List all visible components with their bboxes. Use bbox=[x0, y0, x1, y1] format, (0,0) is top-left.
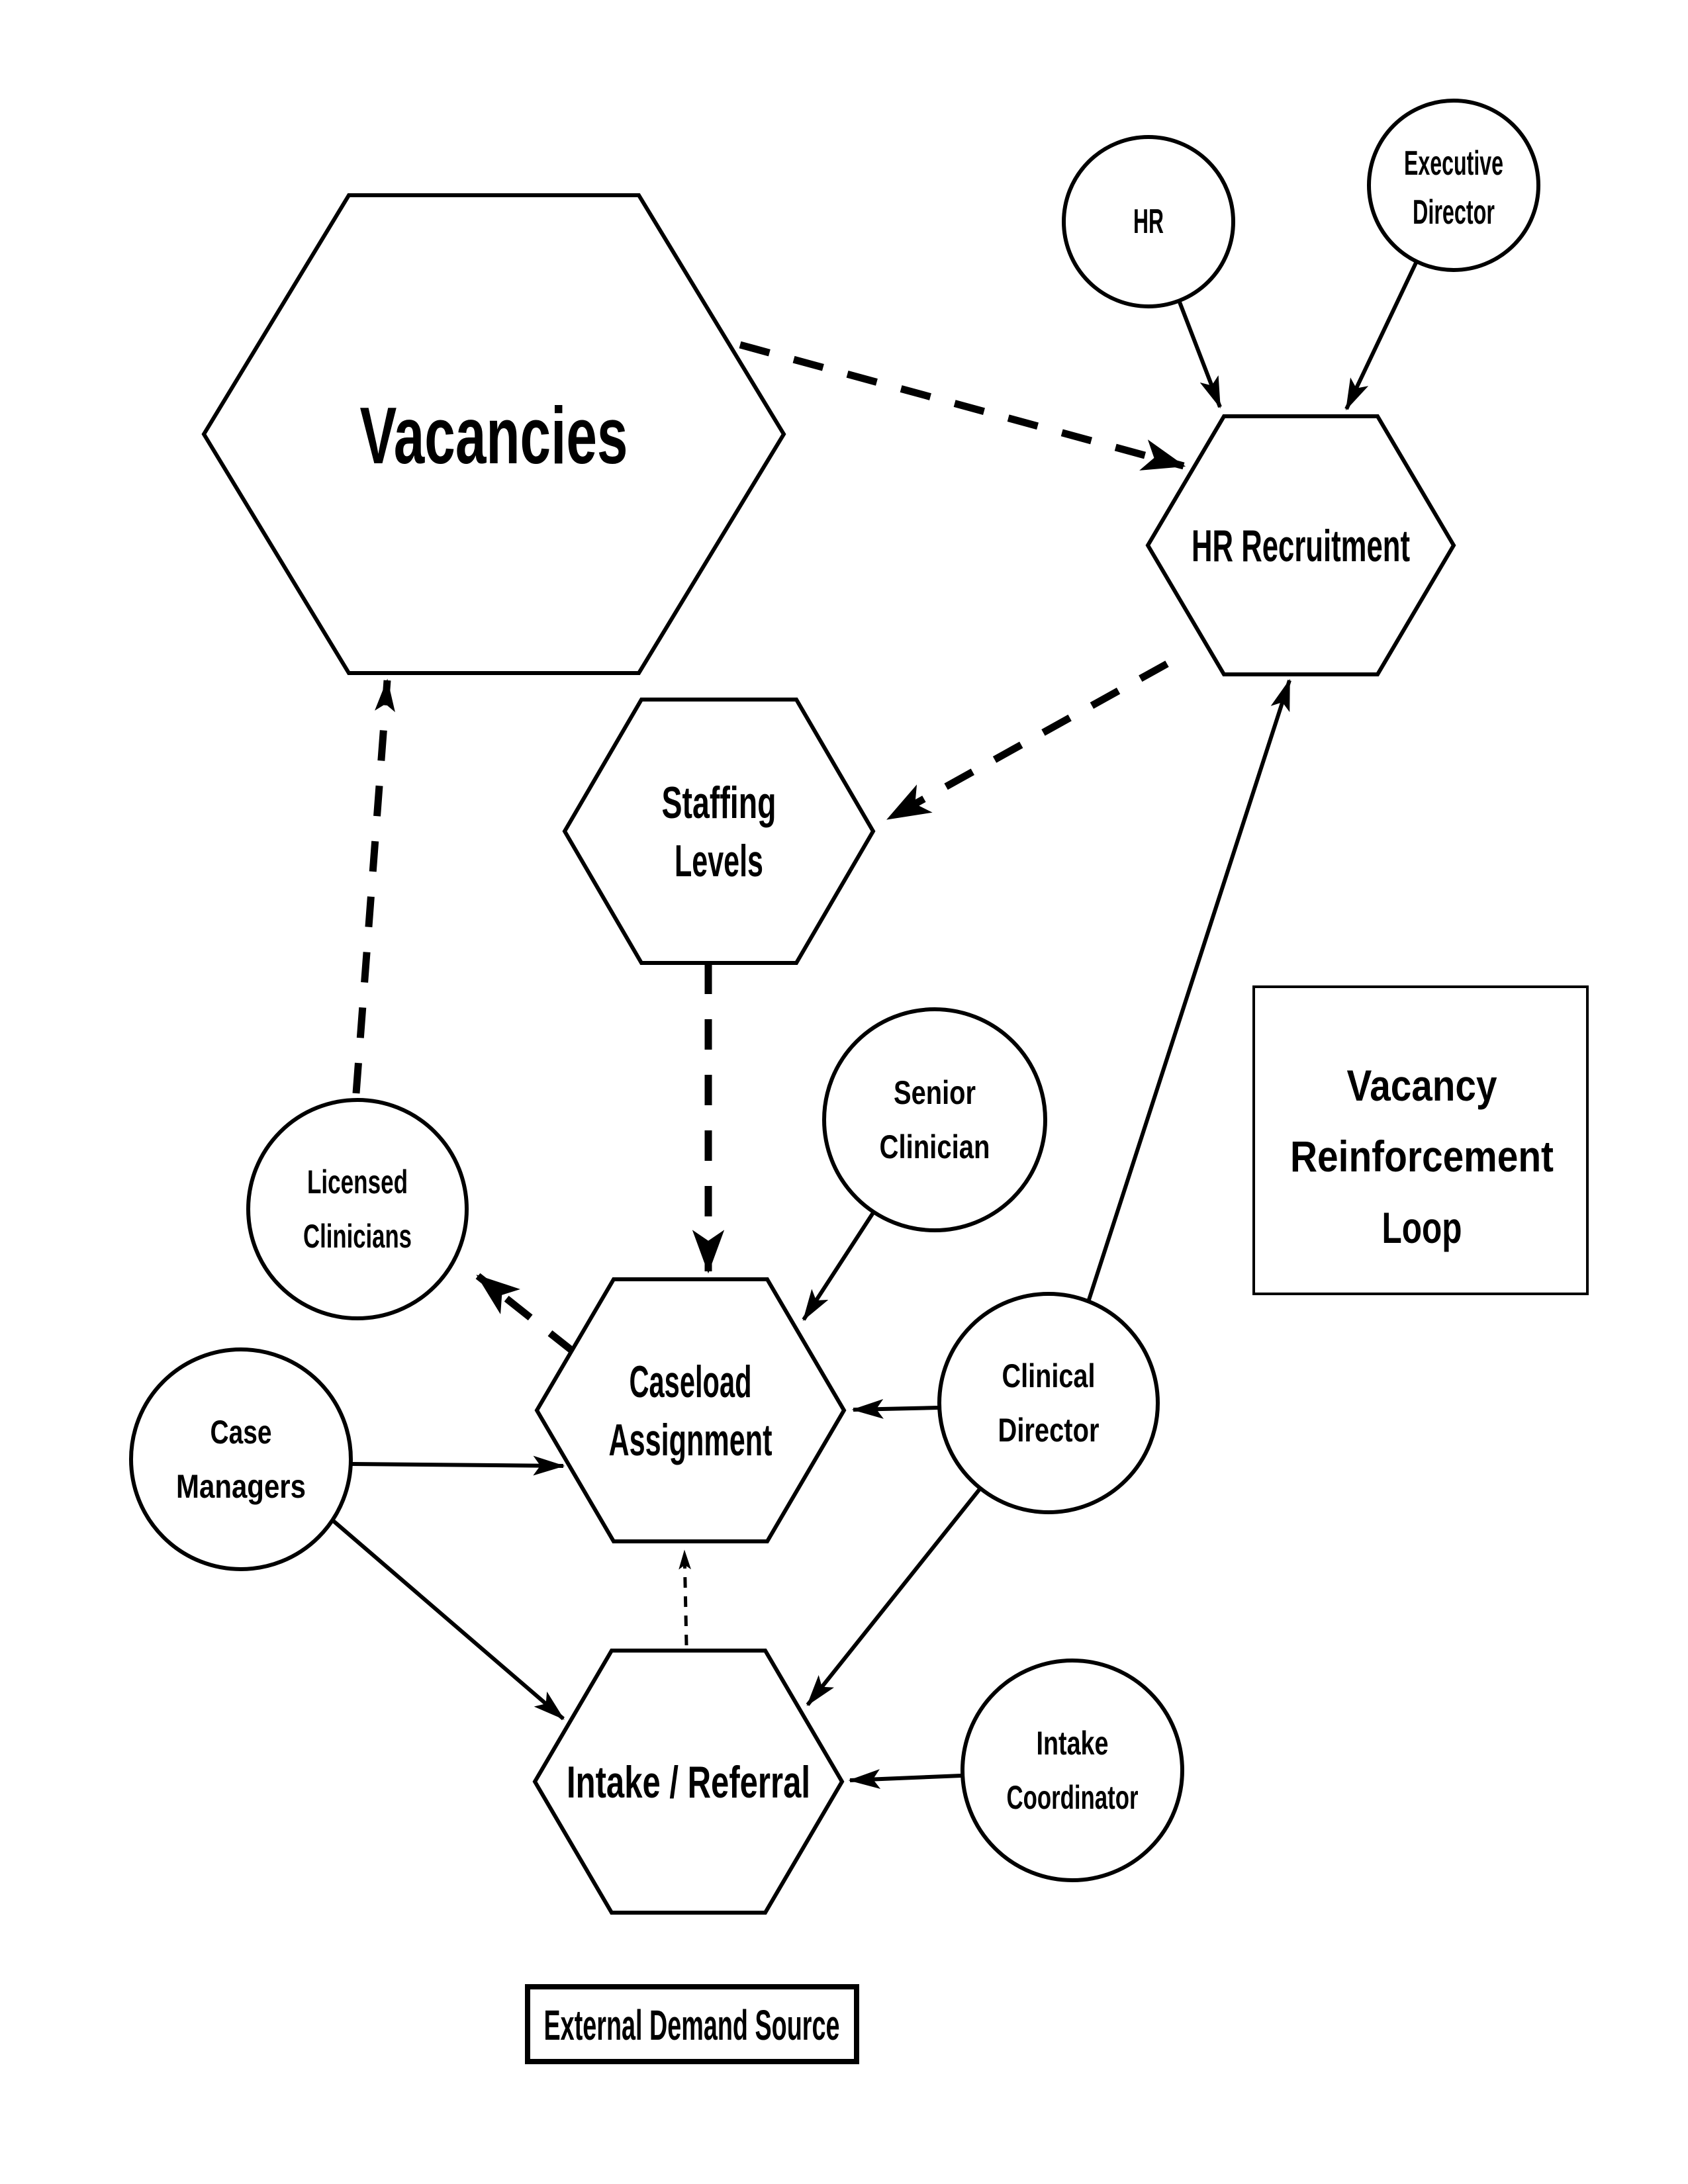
intake-coordinator-label-line2: Coordinator bbox=[1006, 1779, 1139, 1816]
loop-box-label-line1: Vacancy bbox=[1346, 1061, 1497, 1110]
external-demand-box-label: External Demand Source bbox=[543, 2001, 840, 2049]
edge-senior-clinician-to-caseload-assignment bbox=[804, 1212, 874, 1320]
edge-licensed-clinicians-to-vacancies bbox=[356, 680, 387, 1093]
edge-caseload-assignment-to-licensed-clinicians bbox=[478, 1276, 574, 1352]
caseload-assignment-label-line1: Caseload bbox=[629, 1357, 752, 1407]
node-intake-referral bbox=[535, 1651, 842, 1913]
licensed-clinicians-circle bbox=[248, 1100, 467, 1318]
edge-vacancies-to-hr-recruitment bbox=[740, 345, 1184, 466]
node-hr bbox=[1064, 137, 1233, 306]
intake-referral-label: Intake / Referral bbox=[567, 1757, 810, 1807]
loop-box-label-line3: Loop bbox=[1382, 1203, 1462, 1252]
edge-case-managers-to-intake-referral bbox=[331, 1519, 563, 1719]
edge-hr-recruitment-to-staffing-levels bbox=[888, 664, 1167, 819]
senior-clinician-label-line1: Senior bbox=[894, 1074, 976, 1111]
clinical-director-label-line1: Clinical bbox=[1002, 1357, 1096, 1394]
edge-intake-referral-to-caseload-assignment bbox=[684, 1551, 686, 1645]
case-managers-circle bbox=[131, 1349, 351, 1569]
edge-clinical-director-to-intake-referral bbox=[808, 1489, 980, 1705]
licensed-clinicians-label-line1: Licensed bbox=[307, 1163, 408, 1201]
edge-hr-to-hr-recruitment bbox=[1179, 300, 1220, 407]
node-executive-director bbox=[1369, 101, 1538, 270]
node-clinical-director bbox=[939, 1294, 1158, 1512]
senior-clinician-label-line2: Clinician bbox=[879, 1128, 990, 1165]
executive-director-circle bbox=[1369, 101, 1538, 270]
intake-coordinator-circle bbox=[962, 1661, 1182, 1880]
node-intake-coordinator bbox=[962, 1661, 1182, 1880]
hr-recruitment-label: HR Recruitment bbox=[1192, 521, 1410, 571]
node-hr-recruitment bbox=[1148, 416, 1454, 674]
external-demand-box bbox=[528, 1987, 857, 2062]
node-caseload-assignment bbox=[537, 1279, 844, 1541]
staffing-levels-label-line2: Levels bbox=[675, 836, 763, 886]
node-case-managers bbox=[131, 1349, 351, 1569]
executive-director-label-line1: Executive bbox=[1404, 144, 1503, 183]
case-managers-label-line2: Managers bbox=[176, 1468, 306, 1505]
intake-coordinator-label-line1: Intake bbox=[1036, 1725, 1109, 1762]
caseload-assignment-label-line2: Assignment bbox=[608, 1415, 773, 1465]
node-senior-clinician bbox=[824, 1009, 1045, 1230]
edge-executive-director-to-hr-recruitment bbox=[1346, 261, 1417, 409]
executive-director-label-line2: Director bbox=[1413, 193, 1495, 232]
licensed-clinicians-label-line2: Clinicians bbox=[303, 1218, 412, 1255]
clinical-director-circle bbox=[939, 1294, 1158, 1512]
vacancies-label: Vacancies bbox=[359, 390, 628, 480]
clinical-director-label-line2: Director bbox=[998, 1412, 1100, 1449]
hr-label: HR bbox=[1133, 203, 1164, 241]
node-licensed-clinicians bbox=[248, 1100, 467, 1318]
node-staffing-levels bbox=[565, 700, 873, 963]
staffing-levels-label-line1: Staffing bbox=[661, 778, 776, 828]
loop-box-label-line2: Reinforcement bbox=[1290, 1132, 1554, 1181]
staffing-levels-hexagon bbox=[565, 700, 873, 963]
edge-intake-coordinator-to-intake-referral bbox=[850, 1776, 961, 1780]
senior-clinician-circle bbox=[824, 1009, 1045, 1230]
caseload-assignment-hexagon bbox=[537, 1279, 844, 1541]
case-managers-label-line1: Case bbox=[210, 1414, 272, 1451]
loop-annotation-box bbox=[1254, 987, 1587, 1294]
edge-clinical-director-to-caseload-assignment bbox=[853, 1408, 938, 1410]
node-vacancies bbox=[204, 195, 784, 673]
edge-case-managers-to-caseload-assignment bbox=[351, 1464, 563, 1466]
